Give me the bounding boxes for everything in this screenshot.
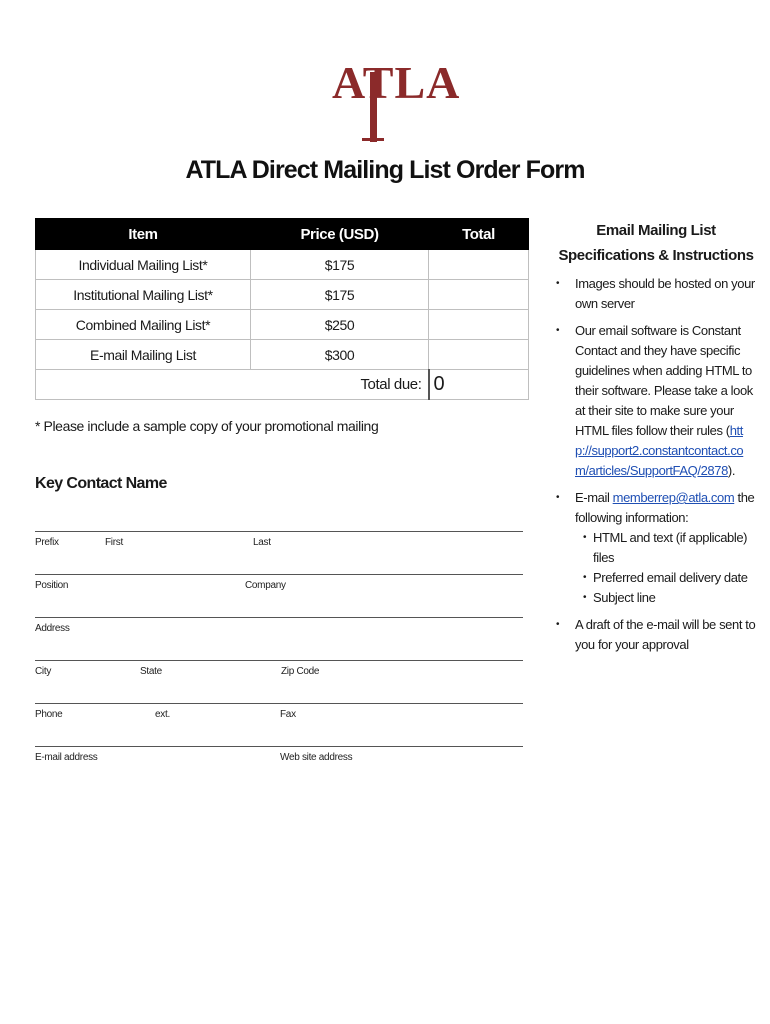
page-title: ATLA Direct Mailing List Order Form	[185, 156, 585, 184]
sub-item: • Preferred email delivery date	[575, 568, 756, 588]
spec-title-line2: Specifications & Instructions	[558, 247, 754, 264]
company-label: Company	[245, 580, 286, 591]
spec-bullet-4	[556, 615, 756, 655]
contact-heading: Key Contact Name	[35, 475, 167, 492]
total-cell[interactable]	[429, 310, 529, 340]
table-row	[36, 310, 529, 340]
address-label: Address	[35, 623, 70, 634]
spec-bullet-4-text: A draft of the e-mail will be sent to you for your approval	[575, 617, 756, 652]
spec-list	[556, 274, 756, 655]
email-row[interactable]	[35, 746, 523, 787]
price-cell: $175	[251, 280, 429, 310]
item-cell: Institutional Mailing List*	[36, 280, 251, 310]
total-cell[interactable]	[429, 280, 529, 310]
spec-bullet-2	[556, 321, 756, 481]
spec-bullet-2-end: ).	[727, 463, 736, 478]
price-cell: $250	[251, 310, 429, 340]
position-row[interactable]	[35, 574, 523, 615]
total-due-row	[36, 370, 529, 400]
table-row	[36, 250, 529, 280]
state-label: State	[140, 666, 162, 677]
item-cell: E-mail Mailing List	[36, 340, 251, 370]
name-row[interactable]	[35, 531, 523, 572]
spec-bullet-3-pre: E-mail	[575, 490, 613, 505]
item-cell: Individual Mailing List*	[36, 250, 251, 280]
sub-item: • HTML and text (if applicable) files	[575, 528, 756, 568]
city-row[interactable]	[35, 660, 523, 701]
price-cell: $175	[251, 250, 429, 280]
spec-bullet-3	[556, 488, 756, 608]
spec-title	[556, 218, 756, 268]
last-label: Last	[253, 537, 271, 548]
fax-label: Fax	[280, 709, 296, 720]
first-label: First	[105, 537, 123, 548]
constant-contact-link[interactable]: http://support2.constantcontact.com/articles/SupportFAQ/2878	[575, 423, 744, 478]
spec-bullet-1-text: Images should be hosted on your own server	[575, 276, 755, 311]
total-due-label: Total due:	[36, 370, 429, 400]
position-label: Position	[35, 580, 69, 591]
address-row[interactable]	[35, 617, 523, 658]
table-row	[36, 280, 529, 310]
total-cell[interactable]	[429, 340, 529, 370]
header-price: Price (USD)	[251, 219, 429, 250]
total-cell[interactable]	[429, 250, 529, 280]
website-label: Web site address	[280, 752, 353, 763]
total-due-value[interactable]: 0	[429, 370, 529, 400]
phone-row[interactable]	[35, 703, 523, 744]
city-label: City	[35, 666, 52, 677]
order-table	[35, 218, 528, 400]
zip-label: Zip Code	[281, 666, 320, 677]
spec-sublist	[575, 528, 756, 608]
email-label: E-mail address	[35, 752, 98, 763]
header-item: Item	[36, 219, 251, 250]
spec-panel	[556, 218, 756, 662]
spec-bullet-1	[556, 274, 756, 314]
logo-text: ATLA	[332, 57, 461, 108]
footnote: * Please include a sample copy of your promotional mailing	[35, 418, 379, 434]
prefix-label: Prefix	[35, 537, 59, 548]
item-cell: Combined Mailing List*	[36, 310, 251, 340]
spec-title-line1: Email Mailing List	[596, 222, 716, 239]
table-row	[36, 340, 529, 370]
spec-bullet-3-post: the following information:	[575, 490, 755, 525]
table-header-row	[36, 219, 529, 250]
atla-logo	[332, 52, 461, 148]
phone-label: Phone	[35, 709, 63, 720]
header-total: Total	[429, 219, 529, 250]
email-link[interactable]: memberrep@atla.com	[612, 490, 735, 505]
sub-item: • Subject line	[575, 588, 756, 608]
price-cell: $300	[251, 340, 429, 370]
ext-label: ext.	[155, 709, 170, 720]
spec-bullet-2-text: Our email software is Constant Contact and they have specific guidelines when adding HTML to their software. Please take a look at their site to make sure your HTML files follow their rules (	[575, 323, 753, 438]
